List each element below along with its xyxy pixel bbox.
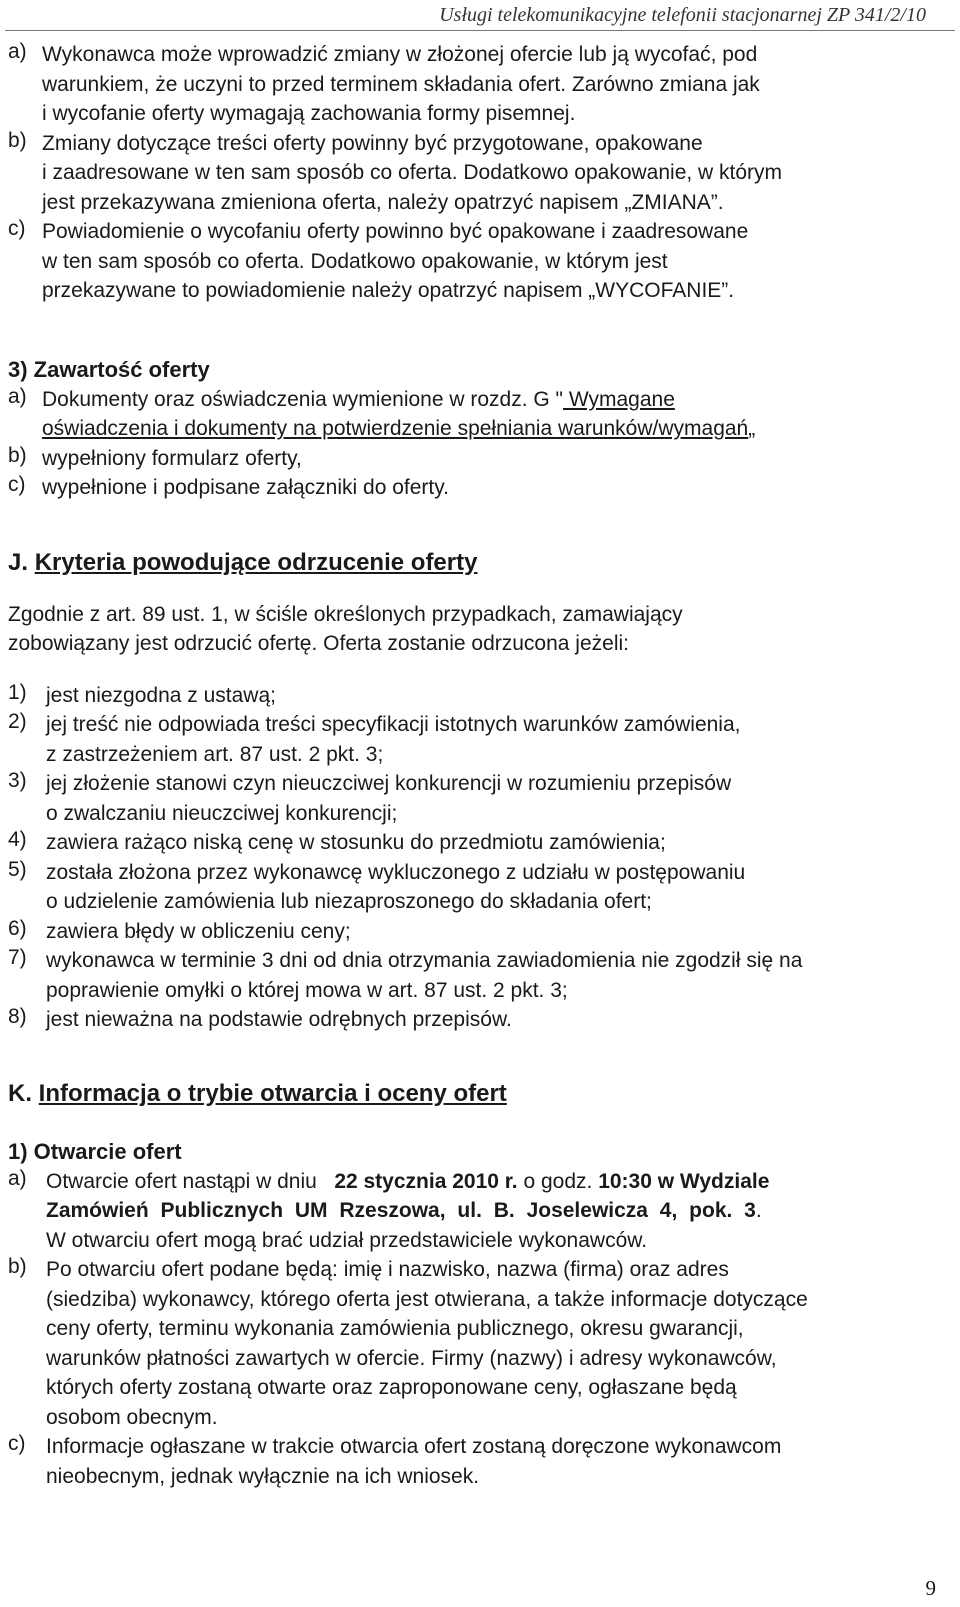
text-line: poprawienie omyłki o której mowa w art. 87 ust. 2 pkt. 3; — [46, 978, 568, 1002]
item-label: c) — [8, 217, 26, 240]
list-item — [8, 946, 956, 1005]
text-line: Wykonawca może wprowadzić zmiany w złożonej ofercie lub ją wycofać, pod — [42, 43, 758, 66]
text-line: ceny oferty, terminu wykonania zamówienia publicznego, okresu gwarancji, — [46, 1317, 744, 1340]
opening-date: 22 stycznia 2010 r. — [334, 1169, 518, 1193]
text-line: (siedziba) wykonawcy, którego oferta jest otwierana, a także informacje dotyczące — [46, 1287, 808, 1311]
section-heading: 3) Zawartość oferty — [8, 356, 210, 382]
section-title-k — [8, 1079, 956, 1109]
text-span: Dokumenty oraz oświadczenia wymienione w rozdz. G " — [42, 387, 564, 411]
text-span: . — [755, 1199, 762, 1222]
text-line: jest przekazywana zmieniona oferta, należy opatrzyć napisem „ZMIANA”. — [42, 190, 724, 214]
item-label: c) — [8, 1432, 26, 1455]
text-line: jej złożenie stanowi czyn nieuczciwej konkurencji w rozumieniu przepisów — [46, 772, 732, 795]
opening-time-place: 10:30 w Wydziale — [598, 1169, 770, 1193]
section-title-text: Informacja o trybie otwarcia i oceny ofert — [38, 1079, 507, 1107]
text-line: Powiadomienie o wycofaniu oferty powinno być opakowane i zaadresowane — [42, 220, 749, 243]
text-line: została złożona przez wykonawcę wykluczonego z udziału w postępowaniu — [46, 860, 746, 884]
list-item — [8, 129, 956, 218]
item-label: 8) — [8, 1005, 27, 1028]
text-line: zawiera rażąco niską cenę w stosunku do przedmiotu zamówienia; — [46, 831, 666, 854]
item-label: a) — [8, 1166, 27, 1190]
section-title-text: Kryteria powodujące odrzucenie oferty — [34, 548, 478, 576]
text-span: Otwarcie ofert nastąpi w dniu — [46, 1169, 317, 1193]
list-item — [8, 1005, 956, 1035]
text-line: przekazywane to powiadomienie należy opatrzyć napisem „WYCOFANIE”. — [42, 279, 735, 302]
sub-heading: 1) Otwarcie ofert — [8, 1138, 182, 1164]
running-header: Usługi telekomunikacyjne telefonii stacjonarnej ZP 341/2/10 — [439, 4, 926, 26]
chapter-reference-link: Wymagane — [563, 387, 675, 411]
list-item — [8, 1255, 956, 1432]
text-line: i wycofanie oferty wymagają zachowania formy pisemnej. — [42, 102, 576, 125]
text-line: warunków płatności zawartych w ofercie. Firmy (nazwy) i adresy wykonawców, — [46, 1346, 777, 1370]
text-line: Zgodnie z art. 89 ust. 1, w ściśle określonych przypadkach, zamawiający — [8, 602, 683, 626]
item-label: b) — [8, 443, 27, 467]
item-label: b) — [8, 1255, 27, 1278]
item-label: b) — [8, 128, 27, 152]
text-line: W otwarciu ofert mogą brać udział przedstawiciele wykonawców. — [46, 1228, 648, 1252]
item-label: a) — [8, 384, 27, 408]
item-label: 4) — [8, 828, 27, 851]
item-label: 7) — [8, 946, 27, 969]
list-item — [8, 385, 956, 444]
item-label: 6) — [8, 916, 27, 940]
list-item — [8, 858, 956, 917]
text-line: w ten sam sposób co oferta. Dodatkowo opakowanie, w którym jest — [42, 249, 668, 273]
list-item — [8, 769, 956, 828]
text-line: wykonawca w terminie 3 dni od dnia otrzymania zawiadomienia nie zgodził się na — [46, 949, 803, 972]
text-line: których oferty zostaną otwarte oraz zaproponowane ceny, ogłaszane będą — [46, 1376, 737, 1399]
text-span: o godz. — [523, 1169, 593, 1193]
list-item — [8, 473, 956, 503]
text-line: jest niezgodna z ustawą; — [46, 683, 276, 707]
section-title-j — [8, 548, 956, 578]
item-label: c) — [8, 473, 26, 496]
text-line: wypełniony formularz oferty, — [42, 446, 302, 470]
text-line: nieobecnym, jednak wyłącznie na ich wniosek. — [46, 1464, 480, 1488]
opening-location: Zamówień Publicznych UM Rzeszowa, ul. B. Joselewicza 4, pok. 3 — [46, 1199, 756, 1222]
list-item — [8, 444, 956, 474]
item-label: 1) — [8, 680, 27, 704]
item-label: 5) — [8, 857, 27, 881]
list-item — [8, 710, 956, 769]
text-line: Informacje ogłaszane w trakcie otwarcia ofert zostaną doręczone wykonawcom — [46, 1435, 782, 1458]
text-line: o zwalczaniu nieuczciwej konkurencji; — [46, 801, 398, 825]
item-label: 2) — [8, 710, 27, 733]
text-line: Zmiany dotyczące treści oferty powinny być przygotowane, opakowane — [42, 131, 703, 155]
item-label: 3) — [8, 769, 27, 792]
text-line: osobom obecnym. — [46, 1405, 218, 1429]
text-line: zobowiązany jest odrzucić ofertę. Oferta zostanie odrzucona jeżeli: — [8, 632, 629, 655]
header-divider — [5, 30, 955, 31]
list-item — [8, 828, 956, 858]
section-letter: J. — [8, 548, 29, 576]
document-body — [8, 40, 956, 1491]
page-number: 9 — [925, 1576, 936, 1600]
list-item — [8, 681, 956, 711]
list-item — [8, 1432, 956, 1491]
list-item — [8, 217, 956, 306]
text-line: zawiera błędy w obliczeniu ceny; — [46, 919, 351, 943]
chapter-reference-link: oświadczenia i dokumenty na potwierdzenie spełniania warunków/wymagań — [42, 417, 749, 440]
item-label: a) — [8, 40, 27, 63]
text-line: o udzielenie zamówienia lub niezaproszonego do składania ofert; — [46, 890, 652, 913]
text-line: jest nieważna na podstawie odrębnych przepisów. — [46, 1008, 512, 1031]
text-line: i zaadresowane w ten sam sposób co oferta. Dodatkowo opakowanie, w którym — [42, 161, 783, 184]
text-line: Po otwarciu ofert podane będą: imię i nazwisko, nazwa (firma) oraz adres — [46, 1258, 729, 1281]
quote-mark: „ — [748, 417, 756, 440]
text-line: jej treść nie odpowiada treści specyfikacji istotnych warunków zamówienia, — [46, 713, 741, 736]
section-letter: K. — [8, 1079, 32, 1107]
list-item — [8, 1167, 956, 1256]
list-item — [8, 40, 956, 129]
list-item — [8, 917, 956, 947]
text-line: wypełnione i podpisane załączniki do oferty. — [42, 476, 450, 499]
text-line: warunkiem, że uczyni to przed terminem składania ofert. Zarówno zmiana jak — [42, 72, 760, 96]
text-line: z zastrzeżeniem art. 87 ust. 2 pkt. 3; — [46, 742, 384, 766]
